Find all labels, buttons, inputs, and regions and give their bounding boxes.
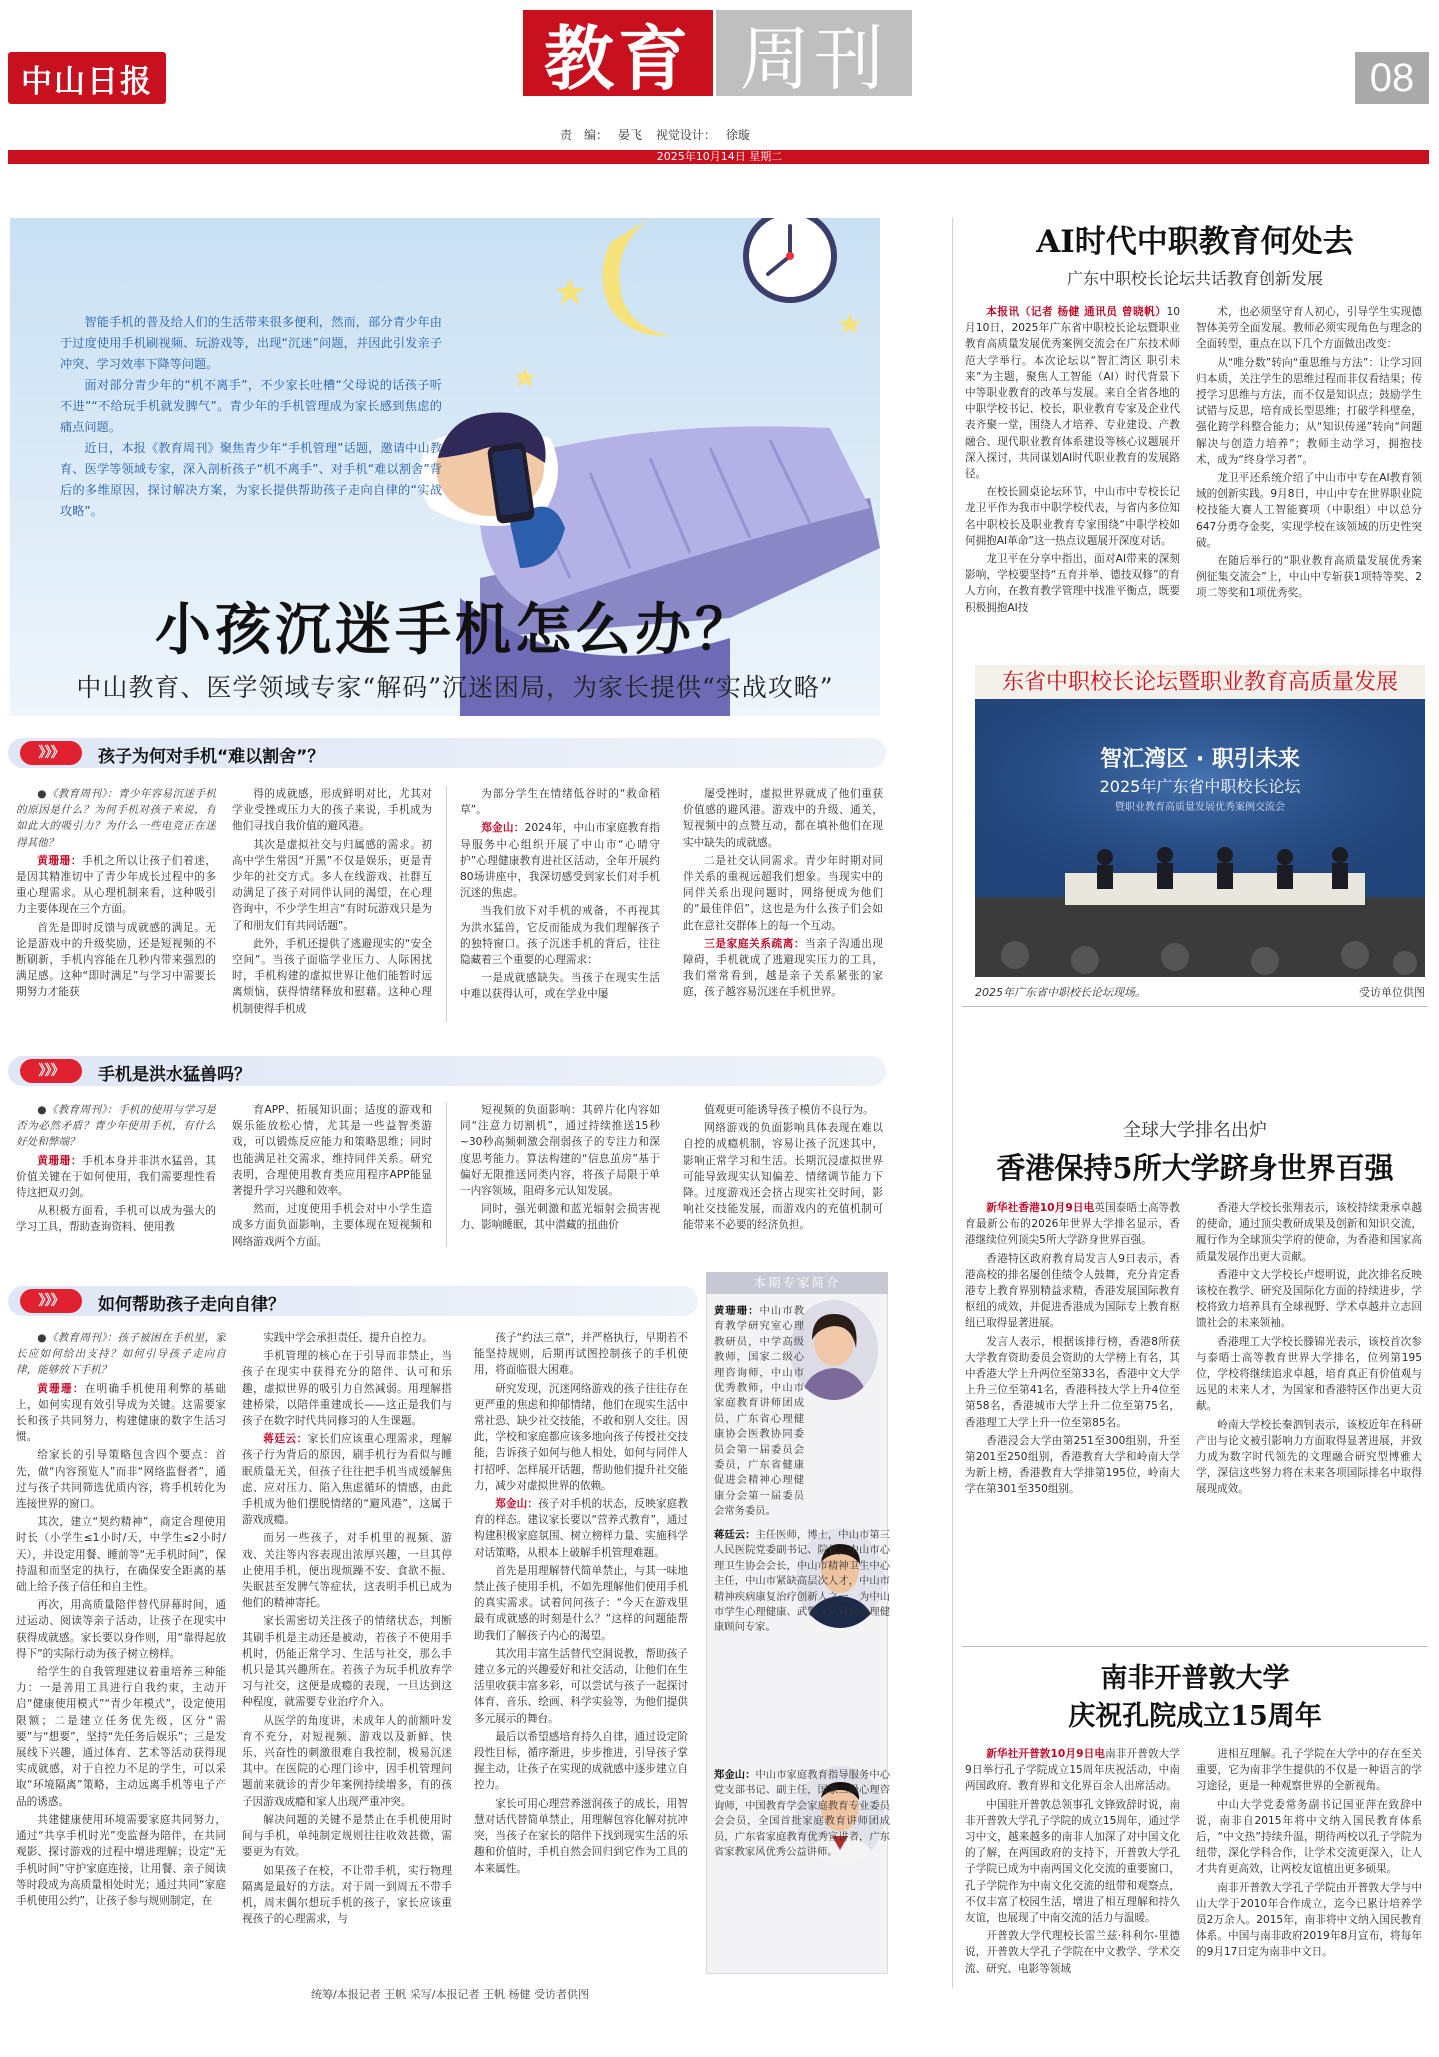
article-paragraph — [242, 1863, 452, 1928]
article-paragraph — [16, 1203, 216, 1235]
paragraph-text: 为部分学生在情绪低谷时的“救命稻草”。 — [460, 788, 660, 817]
photo-slogan: 智汇湾区 · 职引未来 — [1100, 747, 1300, 772]
paragraph-text: 南非开普敦大学孔子学院由开普敦大学与中山大学于2010年合作成立，迄今已累计培养学员2万余人。2015年，南非将中文纳入国民教育体系。中国与南非政府2019年8月宣布，将每年的9月17日定为南非中文日。 — [1196, 1881, 1422, 1959]
page-divider — [952, 218, 953, 1988]
photo-banner-text: 东省中职校长论坛暨职业教育高质量发展 — [1001, 670, 1398, 695]
article-column — [1196, 1746, 1422, 1986]
article-paragraph — [232, 786, 432, 835]
article-paragraph — [232, 1201, 432, 1250]
expert-bio-text: 中山市家庭教育指导服务中心党支部书记、副主任，国家二级心理咨询师，中国教育学会家庭教育专业委员会会员，全国首批家庭教育讲师团成员，广东省家庭教育优秀宣讲者，广东省家教家风优秀公益讲师。 — [714, 1769, 891, 1859]
article-paragraph — [16, 1664, 226, 1810]
paragraph-text: 育APP、拓展知识面；适度的游戏和娱乐能放松心情，尤其是一些益智类游戏，可以锻炼反应能力和策略思维；同时也能满足社交需求，维持同伴关系。研究表明，合理使用教育类应用程序APP能显著提升学习兴趣和效率。 — [232, 1104, 432, 1198]
speaker-name: 黄珊珊： — [37, 1154, 83, 1167]
expert-name: 黄珊珊： — [714, 1305, 760, 1317]
story-headline: 香港保持5所大学跻身世界百强 — [996, 1151, 1394, 1185]
article-paragraph — [1196, 553, 1422, 602]
article-paragraph — [232, 936, 432, 1017]
lead-intro — [60, 312, 442, 522]
expert-bio — [714, 1528, 890, 1756]
section-header — [8, 1286, 698, 1316]
photo-event-title: 2025年广东省中职校长论坛 — [1099, 777, 1301, 796]
section-title-part1: 教育 — [523, 10, 713, 96]
article-column — [460, 786, 660, 1026]
photo-event-subtitle: 暨职业教育高质量发展优秀案例交流会 — [1115, 802, 1285, 813]
paragraph-text: 中国驻开普敦总领事孔文锋致辞时说，南非开普敦大学孔子学院的成立15周年，通过学习中文，越来越多的南非人加深了对中国文化的了解，在两国政府的支持下，开普敦大学孔子学院已成为中南两国文化交流的重要窗口，孔子学院作为中南文化交流的纽带和观察点，不仅丰富了校园生活，增进了相互理解和持久友谊，也展现了中南交流的活力与温暖。 — [965, 1798, 1180, 1925]
paragraph-text: 短视频的负面影响：其碎片化内容如同“注意力切割机”，通过持续推送15秒~30秒高频刺激会削弱孩子的专注力和深度思考能力。算法构建的“信息茧房”基于偏好无限推送同类内容，将孩子局限于单一内容领域，阻碍多元认知发展。 — [460, 1104, 660, 1198]
article-paragraph — [683, 1102, 883, 1118]
article-paragraph — [242, 1431, 452, 1528]
article-paragraph — [460, 820, 660, 901]
article-paragraph — [232, 1102, 432, 1199]
article-paragraph — [460, 1102, 660, 1199]
paragraph-text: 香港大学校长张翔表示，该校持续秉承卓越的使命，通过顶尖教研成果及创新和知识交流，履行作为全球顶尖学府的使命，为香港和国家高质量发展作出更大贡献。 — [1196, 1202, 1422, 1263]
paragraph-text: 龙卫平还系统介绍了中山市中专在AI教育领域的创新实践。9月8日，中山中专在世界职业院校技能大赛人工智能赛项（中职组）中以总分647分勇夺金奖，实现学校在该领域的历史性突破。 — [1196, 472, 1422, 549]
paragraph-text: 其次是虚拟社交与归属感的需求。初高中学生常因“开黑”不仅是娱乐，更是青少年的社交方式。多人在线游戏、社群互动满足了孩子对同伴认同的渴望，在心理咨询中，不少学生坦言“有时玩游戏只是为了和朋友们有共同话题”。 — [232, 838, 432, 932]
paragraph-text: 在明确手机使用利弊的基础上，如何实现有效引导成为关键。这需要家长和孩子共同努力，构建健康的数字生活习惯。 — [16, 1382, 226, 1444]
paragraph-text: 在随后举行的“职业教育高质量发展优秀案例征集交流会”上，中山中专斩获1项特等奖、2项二等奖和1项优秀奖。 — [1196, 555, 1422, 600]
section-header — [8, 738, 886, 768]
article-paragraph — [460, 970, 660, 1002]
article-column — [460, 1102, 660, 1250]
article-paragraph — [1196, 1797, 1422, 1878]
main-headline: 小孩沉迷手机怎么办？ — [155, 597, 755, 663]
paragraph-text: ●《教育周刊》：手机的使用与学习是否为必然矛盾？青少年使用手机，有什么好处和弊端？ — [16, 1104, 216, 1149]
section-header — [8, 1056, 886, 1086]
article-paragraph — [965, 1433, 1180, 1498]
paragraph-text: 其次用丰富生活替代空洞说教，帮助孩子建立多元的兴趣爱好和社交活动，让他们在生活里收获丰富多彩，可以尝试与孩子一起探讨体育、音乐、绘画、科学实验等，为他们提供多元展示的舞台。 — [474, 1647, 688, 1725]
article-column — [232, 786, 432, 1026]
paragraph-text: 南非开普敦大学9日举行孔子学院成立15周年庆祝活动，中南两国政府、教育界和文化界百余人出席活动。 — [965, 1748, 1180, 1793]
paragraph-text: 岭南大学校长秦泗钊表示，该校近年在科研产出与论文被引影响力方面取得显著进展，并致力成为数字时代领先的文理融合研究型博雅大学，深信这些努力将在未来各项国际排名中取得展现成效。 — [1196, 1418, 1422, 1496]
article-paragraph — [16, 920, 216, 1001]
expert-bio-text: 主任医师，博士，中山市第三人民医院党委副书记、院长，中山市心理卫生协会会长，中山市精神卫生中心主任，中山市紧缺高层次人才，中山市精神疾病康复治疗创新人之一，为中山市学生心理健康、武警支队官兵心理健康顾问专家。 — [714, 1529, 891, 1634]
article-paragraph — [16, 1447, 226, 1512]
editor-name: 晏飞 — [618, 128, 643, 142]
paragraph-text: 术，也必须坚守育人初心，引导学生实现德智体美劳全面发展。教师必须实现角色与理念的全面转型，重点在以下几个方面做出改变： — [1196, 306, 1422, 351]
article-paragraph — [474, 1646, 688, 1727]
paragraph-text: 实践中学会承担责任、提升自控力。 — [263, 1332, 433, 1344]
paragraph-text: 孩子对手机的状态，反映家庭教育的样态。建议家长要以“营养式教育”，通过构建积极家庭氛围、树立榜样力量、实施科学对话策略，从根本上破解手机管理难题。 — [474, 1498, 688, 1559]
paragraph-text: 中山大学党委常务副书记国亚萍在致辞中说，南非自2015年将中文纳入国民教育体系后，“中文热”持续升温，期待两校以孔子学院为纽带，深化学科合作，让学术交流更深入，让人才共育更高效，让两校友谊植出更多硕果。 — [1196, 1798, 1422, 1876]
page-number: 08 — [1355, 52, 1429, 104]
article-paragraph — [965, 1928, 1180, 1977]
paragraph-text: 当亲子沟通出现障碍，手机就成了逃避现实压力的工具，我们常常看到，越是亲子关系紧张的家庭，孩子越容易沉迷在手机世界。 — [683, 937, 883, 999]
paragraph-text: 共建健康使用环境需要家庭共同努力，通过“共享手机时光”变监督为陪伴，在共同观影、探讨游戏的过程中增进理解；设定“无手机时间”守护家庭连接，让用餐、亲子阅读等时段成为高质量相处时光；通过共同“家庭手机使用公约”，让孩子参与规则制定，在 — [16, 1813, 226, 1907]
story-headline-line1: 南非开普敦大学 — [1100, 1663, 1290, 1694]
expert-box-title: 本期专家简介 — [706, 1272, 888, 1294]
designer-name: 徐璇 — [725, 128, 750, 142]
article-paragraph — [242, 1613, 452, 1710]
article-paragraph — [1196, 470, 1422, 551]
article-paragraph — [16, 853, 216, 918]
expert-bio-text: 中山市教育教学研究室心理教研员，中学高级教师，国家二级心理咨询师，中山市优秀教师，中山市家庭教育讲师团成员，广东省心理健康协会医教协同委员会第一届委员会委员，广东省健康促进会精神心理健康分会第一届委员会常务委员。 — [714, 1305, 805, 1518]
article-column — [1196, 1200, 1422, 1560]
main-subheadline: 中山教育、医学领域专家“解码”沉迷困局，为家长提供“实战攻略” — [76, 673, 834, 702]
article-paragraph — [16, 1330, 226, 1379]
paragraph-text: 最后以希望感培育持久自律，通过设定阶段性目标，循序渐进，步步推进，引导孩子掌握主动，让孩子在实现的成就感中逐步建立自控力。 — [474, 1730, 688, 1792]
paragraph-text: 解决问题的关键不是禁止在手机使用时间与手机，单纯制定规则往往收效甚微，需要更为有效。 — [242, 1813, 452, 1859]
paragraph-text: 香港中文大学校长卢煜明说，此次排名反映该校在教学、研究及国际化方面的持续进步，学校将致力培养具有全球视野、学术卓越并立志回馈社会的未来领袖。 — [1196, 1268, 1422, 1330]
article-column — [683, 786, 883, 1026]
article-paragraph — [965, 1334, 1180, 1431]
paragraph-text: 家长们应该重心理需求，理解孩子行为背后的原因，刷手机行为看似与睡眠质量无关，但孩子往往把手机当成缓解焦虑、应对压力、陷入焦虑循环的情感，由此手机成为他们摆脱情绪的“避风港”，这属于游戏成瘾。 — [242, 1433, 452, 1527]
paragraph-text: 香港理工大学校长滕锦光表示，该校首次参与泰晤士高等教育世界大学排名，位列第195位，学校将继续追求卓越，培育真正有价值观与远见的未来人才，为国家和香港特区作出更大贡献。 — [1196, 1335, 1422, 1413]
article-paragraph — [1196, 304, 1422, 353]
article-paragraph — [232, 837, 432, 934]
chevron-icon: 》》》 — [20, 741, 82, 765]
moon-icon — [603, 218, 671, 336]
paragraph-text: 手机之所以让孩子们着迷，是因其精准切中了青少年成长过程中的多重心理需求。从心理机制来看，这种吸引力主要体现在三个方面。 — [16, 854, 216, 916]
speaker-name: 蒋廷云： — [263, 1433, 308, 1446]
speaker-name: 新华社开普敦10月9日电 — [986, 1748, 1106, 1760]
article-column — [965, 304, 1180, 648]
paragraph-text: 网络游戏的负面影响具体表现在难以自控的成瘾机制，容易让孩子沉迷其中，影响正常学习和生活。长期沉浸虚拟世界可能导致现实认知偏差、情绪调节能力下降。过度游戏还会挤占现实社交时间，影响社交技能发展，而游戏内的充值机制可能带来不必要的经济负担。 — [683, 1122, 883, 1232]
story-headline: AI时代中职教育何处去 — [1036, 224, 1354, 260]
article-paragraph — [965, 551, 1180, 616]
article-paragraph — [460, 903, 660, 968]
paragraph-text: 然而，过度使用手机会对中小学生造成多方面负面影响，主要体现在短视频和网络游戏两个方面。 — [232, 1203, 432, 1248]
article-paragraph — [1196, 1746, 1422, 1795]
paragraph-text: 英国泰晤士高等教育最新公布的2026年世界大学排名显示，香港继续位列顶尖5所大学跻身世界百强。 — [965, 1202, 1180, 1247]
article-paragraph — [16, 1381, 226, 1446]
article-paragraph — [16, 1102, 216, 1151]
article-column — [16, 1330, 226, 1978]
article-paragraph — [242, 1812, 452, 1861]
paragraph-text: 二是社交认同需求。青少年时期对同伴关系的重视远超我们想象。当现实中的同伴关系出现问题时，网络便成为他们的“最佳伴侣”，这也是为什么孩子们会如此在意社交群体上的每一个互动。 — [683, 854, 883, 932]
article-paragraph — [474, 1330, 688, 1379]
article-paragraph — [1196, 355, 1422, 468]
article-column — [242, 1330, 452, 1978]
paragraph-text: 10月10日，2025年广东省中职校长论坛暨职业教育高质量发展优秀案例交流会在广东技术师范大学举行。本次论坛以“智汇湾区 职引未来”为主题，聚焦人工智能（AI）时代背景下中等职业教育的改革与发展。来自全省各地的中职学校书记、校长，职业教育专家及企业代表齐聚一堂，围绕人才培养、专业建设、产教融合、现代职业教育体系建设等核心议题展开深入探讨，共同谋划AI时代职业教育的发展路径。 — [965, 306, 1180, 481]
paragraph-text: 一是成就感缺失。当孩子在现实生活中难以获得认可，或在学业中屡 — [460, 972, 660, 1001]
article-paragraph — [683, 1120, 883, 1233]
story-kicker: 全球大学排名出炉 — [1123, 1120, 1267, 1141]
paragraph-text: 得的成就感，形成鲜明对比，尤其对学业受挫或压力大的孩子来说，手机成为他们寻找自我价值的避风港。 — [232, 788, 432, 833]
forum-stage-photo — [975, 665, 1425, 977]
speaker-name: 黄珊珊： — [37, 854, 83, 867]
paragraph-text: 如果孩子在校，不让带手机，实行物理隔离是最好的方法。对于周一到周五不带手机，周末偶尔想玩手机的孩子，家长应该重视孩子的心理需求，与 — [242, 1864, 452, 1926]
speaker-name: 三是家庭关系疏离： — [704, 937, 806, 950]
article-paragraph — [16, 1597, 226, 1662]
paragraph-text: 首先是用理解替代简单禁止，与其一味地禁止孩子使用手机，不如先理解他们使用手机的真实需求。试着问问孩子：“今天在游戏里最有成就感的时刻是什么？”这样的问题能帮助我们了解孩子内心的渴望。 — [474, 1564, 688, 1642]
article-paragraph — [1196, 1417, 1422, 1498]
article-paragraph — [1196, 1334, 1422, 1415]
article-paragraph — [683, 936, 883, 1001]
issue-date: 2025年10月14日 星期二 — [656, 150, 783, 163]
article-paragraph — [683, 853, 883, 934]
paragraph-text: 此外，手机还提供了逃避现实的“安全空间”。当孩子面临学业压力、人际困扰时，手机构建的虚拟世界让他们能暂时远离烦恼，获得情绪释放和慰藉。这种心理机制使得手机成 — [232, 937, 432, 1015]
article-paragraph — [460, 786, 660, 818]
article-paragraph — [1196, 1200, 1422, 1265]
article-paragraph — [242, 1713, 452, 1810]
paragraph-text: 从医学的角度讲，未成年人的前额叶发育不充分，对短视频、游戏以及新鲜、快乐、兴奋性的刺激很难自我控制，极易沉迷其中。在医院的心理门诊中，因手机管理问题前来就诊的青少年案例持续增多，有的孩子因游戏成瘾和家人出现严重冲突。 — [242, 1714, 452, 1808]
newspaper-logo: 中山日报 — [8, 52, 166, 104]
article-paragraph — [474, 1496, 688, 1561]
paragraph-text: 研究发现，沉迷网络游戏的孩子往往存在更严重的焦虑和抑郁情绪，他们在现实生活中常社恐、缺少社交技能，不敢和别人交往。因此，学校和家庭都应该多地向孩子传授社交技能，告诉孩子如何与他人相处，如何与同伴人打招呼、怎样展开话题，帮助他们提升社交能力，减少对虚拟世界的依赖。 — [474, 1382, 688, 1492]
article-paragraph — [474, 1381, 688, 1494]
story-divider — [962, 1646, 1428, 1647]
section-title: 手机是洪水猛兽吗？ — [98, 1065, 251, 1085]
column-divider — [446, 1102, 447, 1247]
article-paragraph — [474, 1563, 688, 1644]
article-column — [474, 1330, 688, 1978]
paragraph-text: 开普敦大学代理校长雷兰兹·科利尔-里德说，开普敦大学孔子学院在中文教学、学术交流、研究、电影等领域 — [965, 1930, 1180, 1975]
paragraph-text: 给学生的自我管理建议着重培养三种能力：一是善用工具进行自我约束，主动开启“健康使用模式”“青少年模式”，设定使用限额；二是建立任务优先级，区分“需要”与“想要”，坚持“先任务后娱乐”；三是发展线下兴趣，通过体育、艺术等活动获得现实成就感，对于自控力不足的学生，可以采取“环境隔离”策略，主动远离手机等电子产品的诱惑。 — [16, 1666, 226, 1808]
story-divider — [962, 1006, 1428, 1007]
article-column — [16, 1102, 216, 1250]
paragraph-text: 而另一些孩子，对手机里的视频、游戏、关注等内容表现出浓厚兴趣，一旦其停止使用手机，便出现烦躁不安、食欲不振、失眠甚至发脾气等症状，这表明手机已成为他们的精神寄托。 — [242, 1532, 452, 1610]
paragraph-text: 首先是即时反馈与成就感的满足。无论是游戏中的升级奖励，还是短视频的不断刷新，手机内容能在几秒内带来强烈的满足感。这种“即时满足”与学习中需要长期努力才能获 — [16, 921, 216, 999]
speaker-name: 郑金山： — [495, 1498, 539, 1511]
section-title: 孩子为何对手机“难以割舍”？ — [98, 747, 325, 767]
paragraph-text: 手机本身并非洪水猛兽，其价值关键在于如何使用，我们需要理性看待这把双刃剑。 — [16, 1154, 216, 1200]
article-paragraph — [16, 1153, 216, 1202]
article-paragraph — [16, 786, 216, 851]
article-paragraph — [965, 1797, 1180, 1927]
section-title-part2: 周刊 — [716, 10, 912, 96]
speaker-name: 新华社香港10月9日电 — [986, 1202, 1095, 1214]
designer-label: 视觉设计： — [655, 128, 716, 142]
speaker-name: 郑金山： — [481, 822, 525, 835]
paragraph-text: 值观更可能诱导孩子模仿不良行为。 — [704, 1104, 874, 1116]
article-column — [965, 1746, 1180, 1986]
paragraph-text: 发言人表示，根据该排行榜，香港8所获大学教育资助委员会资助的大学榜上有名，其中香港大学上升两位至第33名，香港中文大学上升三位至第41名，香港科技大学上升4位至第58名，香港城市大学上升二位至第75名，香港理工大学上升一位至第85名。 — [965, 1335, 1180, 1429]
paragraph-text: 手机管理的核心在于引导而非禁止，当孩子在现实中获得充分的陪伴、认可和乐趣，虚拟世界的吸引力自然减弱。用理解搭建桥梁，以陪伴重建成长——这正是我们与孩子在数字时代共同修习的人生课题。 — [242, 1350, 452, 1428]
paragraph-text: 在校长圆桌论坛环节，中山市中专校长记龙卫平作为我市中职学校代表，与省内多位知名中职校长及职业教育专家围绕“中职学校如何拥抱AI革命”这一热点议题展开深度对话。 — [965, 486, 1180, 547]
article-paragraph — [965, 304, 1180, 482]
column-divider — [446, 786, 447, 1022]
speaker-name: 黄珊珊： — [37, 1382, 85, 1395]
expert-name: 蒋廷云： — [714, 1529, 756, 1541]
article-paragraph — [474, 1796, 688, 1877]
paragraph-text: 孩子“约法三章”，并严格执行，早期若不能坚持规则，后期再试图控制孩子的手机使用，将面临很大困难。 — [474, 1332, 688, 1377]
section-title: 如何帮助孩子走向自律？ — [98, 1295, 285, 1315]
forum-photo — [975, 665, 1425, 977]
editor-credit — [560, 126, 760, 143]
clock-icon — [746, 218, 834, 300]
article-paragraph — [1196, 1880, 1422, 1961]
article-paragraph — [965, 1200, 1180, 1249]
paragraph-text: 当我们放下对手机的戒备，不再视其为洪水猛兽，它反而能成为我们理解孩子的独特窗口。孩子沉迷手机的背后，往往隐藏着三个重要的心理需求： — [460, 905, 660, 967]
paragraph-text: 同时，强光刺激和蓝光辐射会损害视力、影响睡眠，其中潜藏的扭曲价 — [460, 1203, 660, 1232]
article-paragraph — [1196, 1267, 1422, 1332]
paragraph-text: ●《教育周刊》：青少年容易沉迷手机的原因是什么？为何手机对孩子来说，有如此大的吸引力？为什么一些电竞正在迷得其他？ — [16, 788, 216, 849]
article-paragraph — [965, 1251, 1180, 1332]
photo-caption: 2025年广东省中职校长论坛现场。 — [975, 986, 1146, 999]
article-paragraph — [965, 1746, 1180, 1795]
paragraph-text: 再次，用高质量陪伴替代屏幕时间，通过运动、阅读等亲子活动，让孩子在现实中获得成就感。家长要以身作则，用“靠得起放得下”的实际行动为孩子树立榜样。 — [16, 1599, 226, 1660]
paragraph-text: 香港特区政府教育局发言人9日表示，香港高校的排名屡创佳绩令人鼓舞，充分肯定香港专上教育界别精益求精，香港发展国际教育枢纽的成效，并促进香港成为国际专上教育枢纽已取得显著进展。 — [965, 1252, 1180, 1330]
paragraph-text: 龙卫平在分享中指出，面对AI带来的深刻影响，学校要坚持“五育并举、德技双修”的育人方向，在教育教学管理中找准平衡点，既要积极拥抱AI技 — [965, 553, 1180, 614]
article-paragraph — [242, 1348, 452, 1429]
article-column — [683, 1102, 883, 1250]
lead-intro-paragraph: 智能手机的普及给人们的生活带来很多便利，然而，部分青少年由于过度使用手机刷视频、玩游戏等，出现“沉迷”问题，并因此引发亲子冲突、学习效率下降等问题。 — [60, 315, 442, 371]
article-paragraph — [242, 1530, 452, 1611]
lead-intro-paragraph: 面对部分青少年的“机不离手”，不少家长吐槽“父母说的话孩子听不进”“不给玩手机就发脾气”。青少年的手机管理成为家长感到焦虑的痛点问题。 — [60, 378, 442, 434]
article-paragraph — [683, 786, 883, 851]
chevron-icon: 》》》 — [20, 1059, 82, 1083]
paragraph-text: 进相互理解。孔子学院在大学中的存在至关重要，它为南非学生提供的不仅是一种语言的学习途径，更是一种观察世界的全新视角。 — [1196, 1748, 1422, 1793]
article-column — [965, 1200, 1180, 1560]
article-paragraph — [965, 484, 1180, 549]
paragraph-text: ●《教育周刊》：孩子被困在手机里，家长应如何给出支持？如何引导孩子走向自律，能够放下手机？ — [16, 1332, 226, 1377]
expert-name: 郑金山： — [714, 1769, 756, 1781]
article-paragraph — [242, 1330, 452, 1346]
article-column — [16, 786, 216, 1026]
paragraph-text: 其次，建立“契约精神”，商定合理使用时长（小学生≤1小时/天，中学生≤2小时/天），并设定用餐、睡前等“无手机时间”，保持温和而坚定的执行，在确保安全距离的基础上给予孩子信任和自主性。 — [16, 1516, 226, 1594]
speaker-name: 本报讯（记者 杨健 通讯员 曾晓帆） — [986, 306, 1167, 318]
paragraph-text: 家长需密切关注孩子的情绪状态，判断其刷手机是主动还是被动，若孩子不使用手机时，仍能正常学习、生活与社交，那么手机只是其兴趣所在。若孩子为玩手机放弃学习与社交，这便是成瘾的表现，一旦达到这种程度，就需要专业治疗介入。 — [242, 1615, 452, 1709]
expert-bio — [714, 1304, 804, 1524]
paragraph-text: 2024年，中山市家庭教育指导服务中心组织开展了中山市“心晴守护”心理健康教育进社区活动，全年开展约80场讲座中，我深切感受到家长们对手机沉迷的焦虑。 — [460, 822, 660, 900]
paragraph-text: 家长可用心理营养滋润孩子的成长，用智慧对话代替简单禁止，用理解包容化解对抗冲突，当孩子在家长的陪伴下找到现实生活的乐趣和价值时，手机自然会回归到它作为工具的本来属性。 — [474, 1797, 688, 1875]
article-credit: 统筹/本报记者 王帆 采写/本报记者 王帆 杨健 受访者供图 — [311, 1988, 589, 2001]
paragraph-text: 给家长的引导策略包含四个要点：首先，做“内容预览人”而非“网络监督者”，通过与孩子共同筛选优质内容，将手机转化为连接世界的窗口。 — [16, 1449, 226, 1511]
paragraph-text: 屡受挫时，虚拟世界就成了他们重获价值感的避风港。游戏中的升级、通关，短视频中的点赞互动，都在填补他们在现实中缺失的成就感。 — [683, 788, 883, 849]
photo-credit: 受访单位供图 — [1359, 986, 1425, 999]
article-paragraph — [16, 1514, 226, 1595]
expert-bio — [714, 1768, 890, 1968]
lead-intro-paragraph: 近日，本报《教育周刊》聚焦青少年“手机管理”话题，邀请中山教育、医学等领域专家，深入剖析孩子“机不离手”、对手机“难以割舍”背后的多维原因，探讨解决方案，为家长提供帮助孩子走向自律的“实战攻略”。 — [60, 441, 442, 518]
article-paragraph — [460, 1201, 660, 1233]
article-column — [232, 1102, 432, 1250]
article-paragraph — [16, 1812, 226, 1909]
story-headline-line2: 庆祝孔院成立15周年 — [1068, 1701, 1322, 1732]
paragraph-text: 从积极方面看，手机可以成为强大的学习工具，帮助查询资料、使用教 — [16, 1205, 216, 1234]
article-column — [1196, 304, 1422, 648]
paragraph-text: 香港浸会大学由第251至300组别，升至第201至250组别，香港教育大学和岭南大学为新上榜，香港教育大学排第195位，岭南大学在第301至350组别。 — [965, 1434, 1180, 1496]
chevron-icon: 》》》 — [20, 1289, 82, 1313]
paragraph-text: 从“唯分数”转向“重思维与方法”：让学习回归本质，关注学生的思维过程而非仅看结果；传授学习思维与方法，而不仅是知识点；鼓励学生试错与反思，培育成长型思维；打破学科壁垒，强化跨学科整合能力；从“知识传递”转向“问题解决与创造力培养”；教师主动学习，拥抱技术，成为“终身学习者”。 — [1196, 356, 1422, 466]
editor-label: 责 编： — [560, 128, 609, 142]
story-subheadline: 广东中职校长论坛共话教育创新发展 — [1066, 269, 1323, 288]
article-paragraph — [474, 1729, 688, 1794]
